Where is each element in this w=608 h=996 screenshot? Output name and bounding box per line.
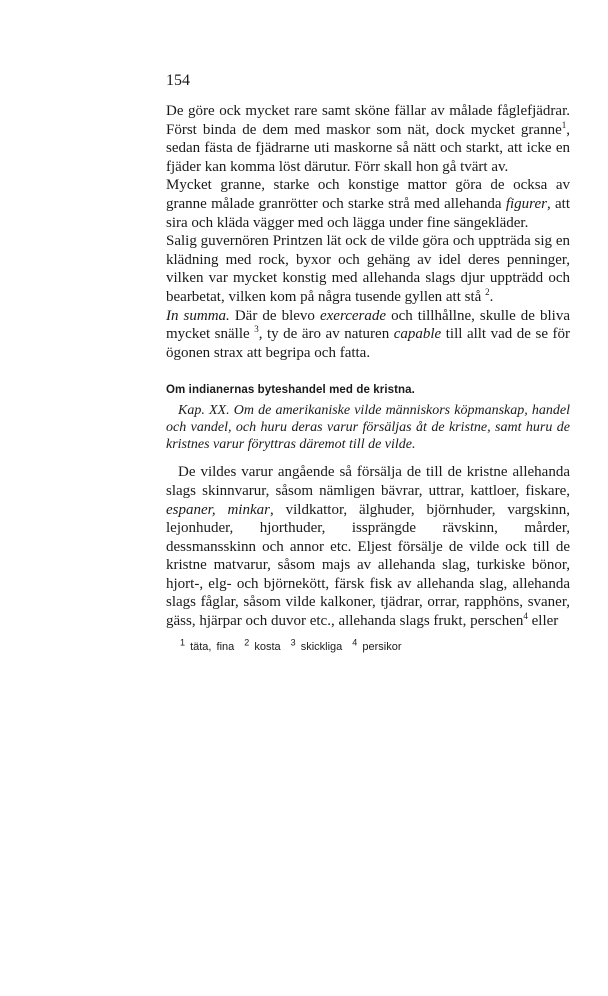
footnote-mark: 1: [561, 119, 567, 130]
italic-text: capable: [393, 326, 442, 343]
paragraph: [166, 232, 570, 306]
footnote-mark: 2: [485, 286, 490, 297]
italic-text: espaner, minkar: [166, 501, 270, 518]
text-run: till allt vad de se för ögonen strax att begripa och fatta.: [166, 326, 571, 361]
text-run: , ty de äro av naturen: [258, 326, 394, 343]
paragraph: [166, 307, 570, 363]
footnote-mark: 3: [254, 324, 259, 335]
body-text-upper: [166, 102, 570, 362]
footnote-number: 3: [290, 637, 296, 647]
footnote-number: 1: [180, 637, 186, 647]
text-run: , vildkattor, älghuder, björnhuder, vargskinn, lejonhuder, hjorthuder, issprängde rävskinn, mårder, dessmansskinn och annor etc. Eljest försälje de vilde ock till de kristne matvarur, såsom majs av allehanda slag, turkiske bönor, hjort-, elg- och björnekött, färsk fisk av allehanda slag, allehanda slags fåglar, såsom vilde kalkoner, tjädrar, orrar, rapphöns, svaner, gäss, hjärpar och duvor etc., allehanda slags frukt, perschen: [166, 501, 570, 630]
text-run: Där de blevo: [229, 307, 320, 324]
text-run: De vildes varur angående så försälja de till de kristne allehanda slags skinnvarur, såsom nämligen bävrar, uttrar, kattloer, fiskare,: [166, 464, 570, 499]
italic-text: exercerade: [319, 307, 387, 324]
footnote-number: 4: [352, 637, 358, 647]
page-number: 154: [166, 72, 190, 89]
italic-text: In summa.: [166, 307, 230, 324]
text-run: , sedan fästa de fjädrarne uti maskorne så nätt och starkt, att icke en fjäder kan komma löst därutur. Förr skall hon gå tvärt av.: [166, 121, 570, 175]
footnotes: [166, 637, 570, 653]
footnote-text: persikor: [357, 640, 402, 653]
paragraph: [166, 102, 570, 176]
footnote: [180, 637, 235, 653]
text-run: Mycket granne, starke och konstige mattor göra de ocksa av granne målade granrötter och starke strå med allehanda: [166, 177, 570, 212]
footnote: [244, 637, 281, 653]
text-run: och tillhållne, skulle de bliva mycket snälle: [166, 307, 570, 343]
text-run: Salig guvernören Printzen lät ock de vilde göra och uppträda sig en klädning med rock, byxor och gehäng av idel deres penninger, vilken var mycket konstig med allehanda slags djur uppträdd och bearbetat, vilken kom på några tusende gyllen att stå: [166, 233, 570, 305]
text-run: eller: [527, 613, 559, 630]
book-page: [166, 72, 570, 653]
footnote: [352, 637, 402, 653]
body-text-lower: [166, 463, 570, 630]
footnote: [290, 637, 343, 653]
paragraph: [166, 463, 570, 630]
footnote-text: skickliga: [295, 640, 343, 653]
footnote-number: 2: [244, 637, 250, 647]
footnote-mark: 4: [523, 611, 528, 622]
italic-text: figurer: [505, 195, 547, 212]
paragraph: [166, 176, 570, 232]
text-run: De göre ock mycket rare samt sköne fällar av målade fåglefjädrar. Först binda de dem med maskor som nät, dock mycket granne: [166, 103, 570, 138]
chapter-subtitle: Kap. XX. Om de amerikaniske vilde människors köpmanskap, handel och vandel, och huru deras varur försäljas åt de kristne, samt huru de kristnes varur föryttras däremot till de vilde.: [166, 403, 570, 453]
footnote-text: kosta: [249, 640, 281, 653]
section-heading: Om indianernas byteshandel med de kristna.: [166, 384, 415, 397]
text-run: .: [489, 288, 494, 305]
footnote-text: täta, fina: [185, 640, 235, 653]
text-run: , att sira och kläda vägger med och lägga under fine sängekläder.: [166, 195, 570, 231]
